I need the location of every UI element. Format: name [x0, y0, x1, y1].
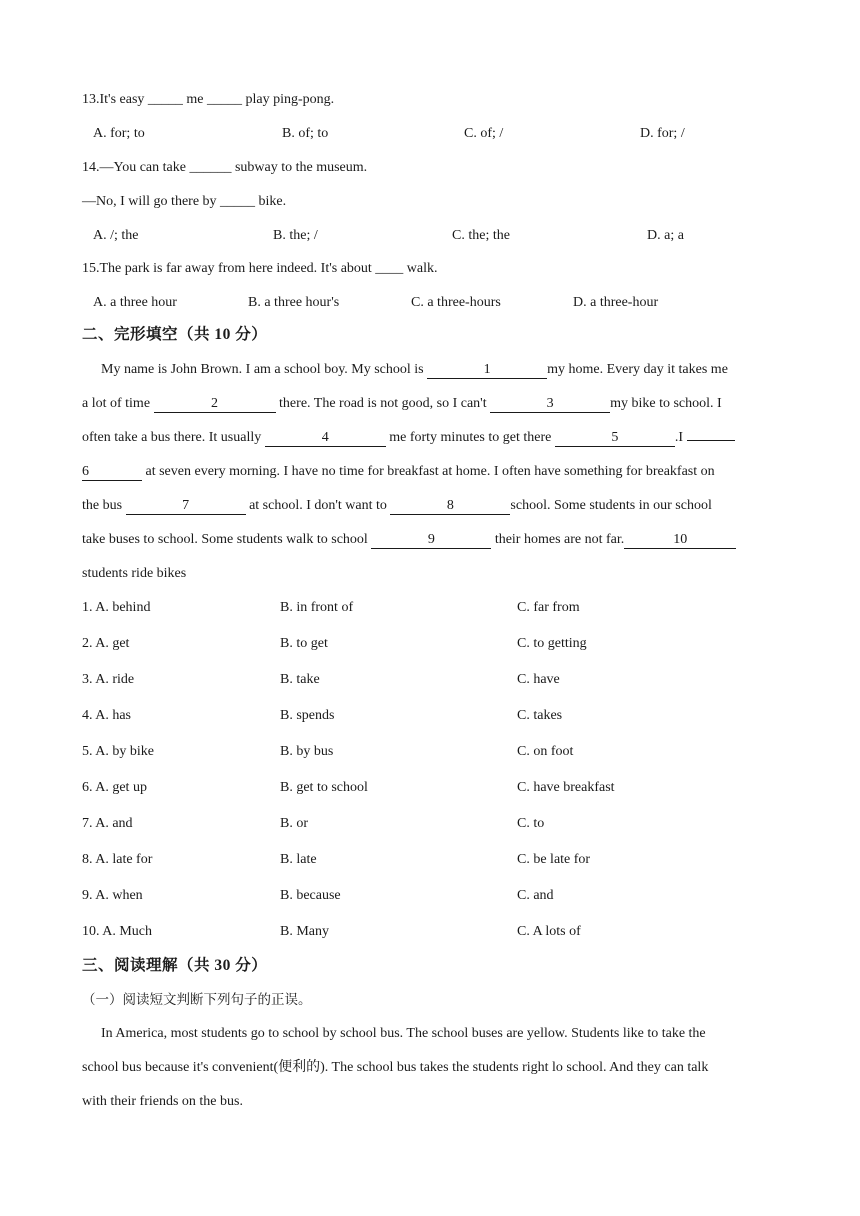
question-14-option-a: A. /; the: [93, 228, 139, 243]
question-14-option-c: C. the; the: [452, 228, 510, 243]
question-15-option-b: B. a three hour's: [248, 295, 340, 310]
cloze-text: take buses to school. Some students walk to school: [82, 532, 372, 547]
cloze-blank-3: 3: [490, 396, 610, 413]
choice-4-b: B. spends: [280, 708, 335, 723]
cloze-text: school. Some students in our school: [510, 498, 712, 513]
choice-10-a: 10. A. Much: [82, 924, 152, 939]
cloze-blank-7: 7: [126, 498, 246, 515]
choice-9-a: 9. A. when: [82, 888, 143, 903]
cloze-text: My name is John Brown. I am a school boy. My school is: [101, 362, 428, 377]
cloze-line-1: [101, 360, 728, 380]
choice-1-b: B. in front of: [280, 600, 354, 615]
choice-9-c: C. and: [517, 888, 554, 903]
cloze-text: me forty minutes to get there: [385, 430, 555, 445]
question-15-option-d: D. a three-hour: [573, 295, 659, 310]
choice-2-a: 2. A. get: [82, 636, 130, 651]
question-14-stem-reply: —No, I will go there by _____ bike.: [82, 194, 287, 209]
question-14-option-b: B. the; /: [273, 228, 318, 243]
question-13-stem: 13.It's easy _____ me _____ play ping-pong.: [82, 92, 335, 107]
choice-2-c: C. to getting: [517, 636, 587, 651]
cloze-text: their homes are not far.: [491, 532, 625, 547]
choice-6-b: B. get to school: [280, 780, 368, 795]
cloze-blank-6-start: [687, 440, 735, 441]
question-15-option-a: A. a three hour: [93, 295, 177, 310]
choice-4-a: 4. A. has: [82, 708, 131, 723]
question-14-option-d: D. a; a: [647, 228, 684, 243]
cloze-text: at seven every morning. I have no time for breakfast at home. I often have something for breakfast on: [142, 464, 715, 479]
cloze-line-4: [82, 462, 715, 482]
cloze-text: a lot of time: [82, 396, 154, 411]
cloze-blank-8: 8: [390, 498, 510, 515]
cloze-line-6: [82, 530, 736, 550]
choice-4-c: C. takes: [517, 708, 563, 723]
choice-7-b: B. or: [280, 816, 308, 831]
choice-8-a: 8. A. late for: [82, 852, 153, 867]
reading-para-line-1: In America, most students go to school by school bus. The school buses are yellow. Students like to take the: [101, 1026, 706, 1041]
choice-10-b: B. Many: [280, 924, 329, 939]
cloze-blank-2: 2: [154, 396, 276, 413]
cloze-text: the bus: [82, 498, 126, 513]
question-13-option-a: A. for; to: [93, 126, 145, 141]
cloze-text: there. The road is not good, so I can't: [275, 396, 491, 411]
choice-5-c: C. on foot: [517, 744, 574, 759]
cloze-blank-6: 6: [82, 464, 142, 481]
choice-9-b: B. because: [280, 888, 341, 903]
question-15-stem: 15.The park is far away from here indeed. It's about ____ walk.: [82, 261, 438, 276]
choice-3-c: C. have: [517, 672, 560, 687]
question-13-option-c: C. of; /: [464, 126, 504, 141]
reading-para-line-3: with their friends on the bus.: [82, 1094, 243, 1109]
section-3-subtitle: （一）阅读短文判断下列句子的正误。: [82, 992, 312, 1007]
cloze-text: my bike to school. I: [610, 396, 722, 411]
choice-7-a: 7. A. and: [82, 816, 133, 831]
question-13-option-d: D. for; /: [640, 126, 685, 141]
section-2-title: 二、完形填空（共 10 分）: [82, 326, 268, 343]
choice-3-b: B. take: [280, 672, 320, 687]
cloze-blank-5: 5: [555, 430, 675, 447]
choice-8-c: C. be late for: [517, 852, 591, 867]
question-14-stem: 14.—You can take ______ subway to the museum.: [82, 160, 368, 175]
question-13-option-b: B. of; to: [282, 126, 329, 141]
section-3-title: 三、阅读理解（共 30 分）: [82, 957, 268, 974]
choice-6-a: 6. A. get up: [82, 780, 147, 795]
choice-5-a: 5. A. by bike: [82, 744, 154, 759]
choice-10-c: C. A lots of: [517, 924, 581, 939]
choice-2-b: B. to get: [280, 636, 328, 651]
cloze-line-2: [82, 394, 722, 414]
cloze-text: .I: [674, 430, 687, 445]
cloze-text: my home. Every day it takes me: [547, 362, 728, 377]
cloze-line-5: [82, 496, 712, 516]
choice-1-c: C. far from: [517, 600, 580, 615]
cloze-blank-4: 4: [265, 430, 386, 447]
choice-1-a: 1. A. behind: [82, 600, 151, 615]
choice-6-c: C. have breakfast: [517, 780, 615, 795]
choice-8-b: B. late: [280, 852, 317, 867]
cloze-line-7: students ride bikes: [82, 566, 187, 581]
cloze-blank-9: 9: [371, 532, 491, 549]
cloze-text: often take a bus there. It usually: [82, 430, 265, 445]
question-15-option-c: C. a three-hours: [411, 295, 501, 310]
reading-para-line-2: school bus because it's convenient(便利的). The school bus takes the students right lo school. And they can talk: [82, 1060, 709, 1075]
choice-7-c: C. to: [517, 816, 545, 831]
cloze-text: at school. I don't want to: [245, 498, 391, 513]
cloze-blank-1: 1: [427, 362, 547, 379]
cloze-line-3: [82, 428, 735, 448]
choice-3-a: 3. A. ride: [82, 672, 135, 687]
choice-5-b: B. by bus: [280, 744, 334, 759]
cloze-blank-10: 10: [624, 532, 736, 549]
